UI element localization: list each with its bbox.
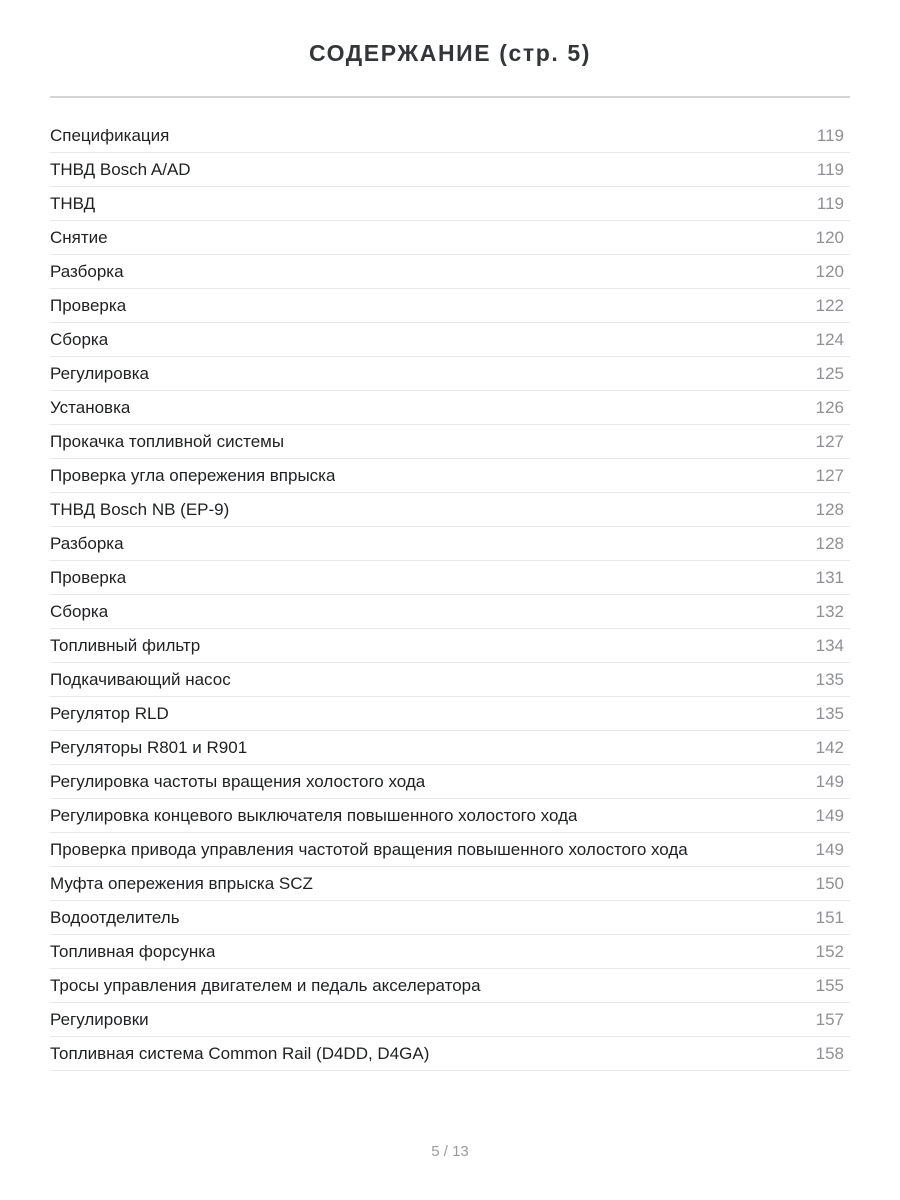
toc-entry-label: Топливная форсунка xyxy=(50,941,216,961)
toc-entry-page-number: 127 xyxy=(815,431,844,451)
toc-row xyxy=(50,969,850,1003)
toc-row xyxy=(50,595,850,629)
toc-entry-page-number: 125 xyxy=(815,363,844,383)
toc-row xyxy=(50,153,850,187)
toc-row xyxy=(50,697,850,731)
toc-list xyxy=(50,119,850,1071)
toc-row xyxy=(50,493,850,527)
toc-entry-page-number: 128 xyxy=(815,499,844,519)
toc-entry-label: Регулятор RLD xyxy=(50,703,169,723)
toc-entry-page-number: 134 xyxy=(815,635,844,655)
toc-entry-label: Разборка xyxy=(50,261,124,281)
toc-row xyxy=(50,119,850,153)
toc-entry-label: Сборка xyxy=(50,601,109,621)
toc-row xyxy=(50,901,850,935)
toc-entry-page-number: 128 xyxy=(815,533,844,553)
toc-entry-label: Проверка xyxy=(50,567,127,587)
toc-row xyxy=(50,357,850,391)
toc-entry-label: Водоотделитель xyxy=(50,907,180,927)
toc-entry-page-number: 135 xyxy=(815,669,844,689)
pager-indicator: 5 / 13 xyxy=(431,1143,469,1160)
toc-row xyxy=(50,663,850,697)
toc-entry-label: Сборка xyxy=(50,329,109,349)
toc-row xyxy=(50,323,850,357)
toc-entry-label: Спецификация xyxy=(50,125,170,145)
toc-entry-label: Топливный фильтр xyxy=(50,635,201,655)
toc-row xyxy=(50,255,850,289)
toc-entry-page-number: 120 xyxy=(815,261,844,281)
toc-entry-label: Установка xyxy=(50,397,131,417)
toc-entry-label: Регулировки xyxy=(50,1009,149,1029)
toc-row xyxy=(50,765,850,799)
toc-row xyxy=(50,629,850,663)
toc-entry-page-number: 152 xyxy=(815,941,844,961)
toc-row xyxy=(50,425,850,459)
toc-entry-page-number: 120 xyxy=(815,227,844,247)
toc-entry-label: Проверка xyxy=(50,295,127,315)
title-divider xyxy=(50,96,850,98)
toc-row xyxy=(50,289,850,323)
toc-entry-page-number: 119 xyxy=(816,193,844,213)
toc-entry-page-number: 126 xyxy=(815,397,844,417)
toc-row xyxy=(50,527,850,561)
toc-entry-page-number: 135 xyxy=(815,703,844,723)
toc-entry-label: ТНВД xyxy=(50,193,96,213)
toc-entry-page-number: 119 xyxy=(816,159,844,179)
toc-entry-label: Прокачка топливной системы xyxy=(50,431,285,451)
toc-row xyxy=(50,221,850,255)
toc-entry-page-number: 124 xyxy=(815,329,844,349)
toc-row xyxy=(50,561,850,595)
toc-entry-label: Проверка привода управления частотой вращения повышенного холостого хода xyxy=(50,839,688,859)
toc-entry-page-number: 149 xyxy=(815,805,844,825)
toc-entry-label: ТНВД Bosch NB (EP-9) xyxy=(50,499,230,519)
toc-entry-page-number: 155 xyxy=(815,975,844,995)
toc-row xyxy=(50,833,850,867)
toc-entry-label: Топливная система Common Rail (D4DD, D4GA) xyxy=(50,1043,430,1063)
toc-entry-page-number: 150 xyxy=(815,873,844,893)
toc-entry-page-number: 142 xyxy=(815,737,844,757)
toc-entry-label: ТНВД Bosch A/AD xyxy=(50,159,191,179)
toc-entry-label: Тросы управления двигателем и педаль акселератора xyxy=(50,975,481,995)
toc-entry-label: Регуляторы R801 и R901 xyxy=(50,737,248,757)
toc-entry-page-number: 149 xyxy=(815,839,844,859)
toc-entry-label: Регулировка xyxy=(50,363,149,383)
toc-entry-label: Снятие xyxy=(50,227,108,247)
toc-row xyxy=(50,799,850,833)
toc-row xyxy=(50,1037,850,1071)
toc-entry-page-number: 127 xyxy=(815,465,844,485)
toc-entry-label: Регулировка частоты вращения холостого хода xyxy=(50,771,426,791)
toc-entry-label: Регулировка концевого выключателя повышенного холостого хода xyxy=(50,805,578,825)
toc-entry-label: Проверка угла опережения впрыска xyxy=(50,465,336,485)
toc-entry-label: Разборка xyxy=(50,533,124,553)
toc-entry-page-number: 149 xyxy=(815,771,844,791)
toc-row xyxy=(50,1003,850,1037)
page-title: СОДЕРЖАНИЕ (стр. 5) xyxy=(308,40,592,66)
toc-entry-page-number: 157 xyxy=(815,1009,844,1029)
toc-entry-label: Подкачивающий насос xyxy=(50,669,231,689)
toc-row xyxy=(50,391,850,425)
toc-row xyxy=(50,187,850,221)
toc-entry-page-number: 131 xyxy=(815,567,844,587)
toc-entry-page-number: 158 xyxy=(815,1043,844,1063)
toc-entry-page-number: 122 xyxy=(815,295,844,315)
toc-row xyxy=(50,935,850,969)
toc-row xyxy=(50,459,850,493)
toc-row xyxy=(50,867,850,901)
toc-row xyxy=(50,731,850,765)
toc-entry-page-number: 151 xyxy=(815,907,844,927)
toc-entry-page-number: 132 xyxy=(815,601,844,621)
toc-entry-label: Муфта опережения впрыска SCZ xyxy=(50,873,313,893)
toc-entry-page-number: 119 xyxy=(816,125,844,145)
